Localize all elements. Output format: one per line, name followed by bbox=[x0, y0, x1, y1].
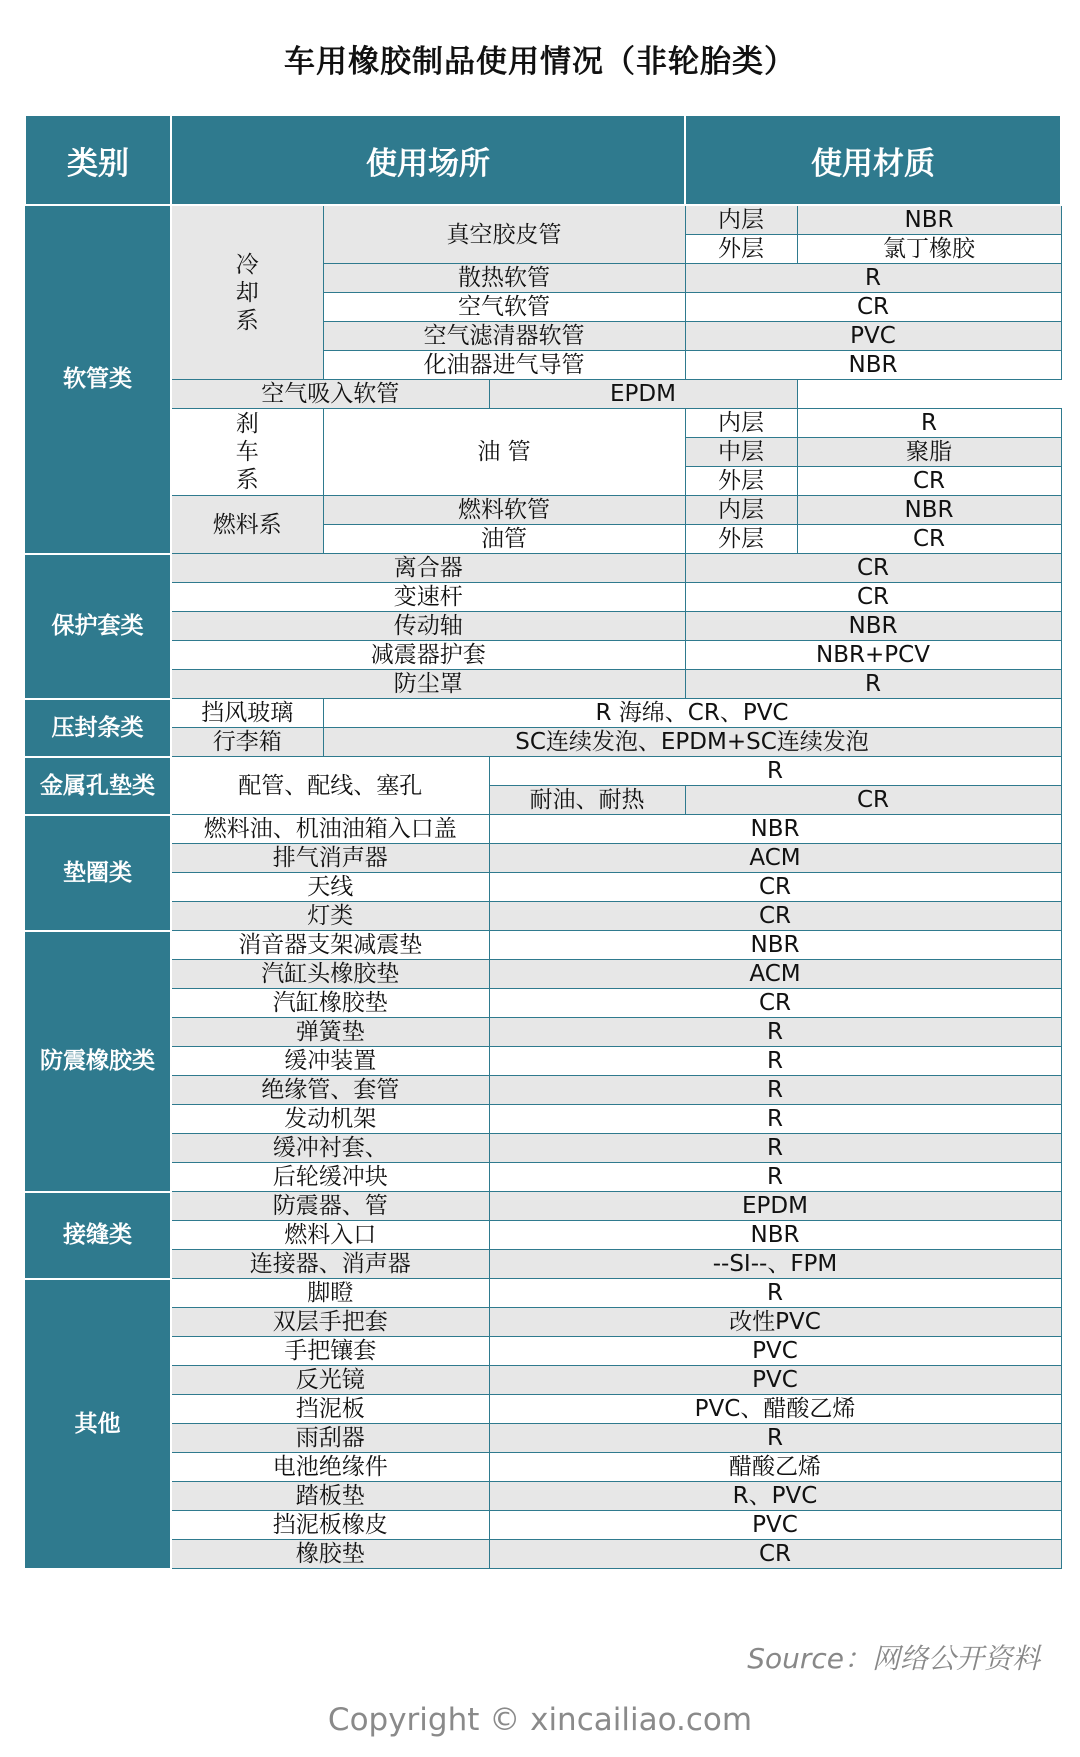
place-cell: 空气滤清器软管 bbox=[323, 322, 685, 351]
material-cell: CR bbox=[489, 1540, 1061, 1569]
material-cell: NBR bbox=[489, 931, 1061, 960]
table-row bbox=[25, 1076, 1061, 1105]
material-cell: EPDM bbox=[489, 1192, 1061, 1221]
layer-label: 中层 bbox=[685, 438, 797, 467]
layer-label: 外层 bbox=[685, 467, 797, 496]
table-row bbox=[25, 1163, 1061, 1192]
place-cell: 空气吸入软管 bbox=[171, 380, 489, 409]
material-cell: ACM bbox=[489, 960, 1061, 989]
rubber-usage-table-wrapper bbox=[24, 114, 1060, 1570]
place-cell: 真空胶皮管 bbox=[323, 205, 685, 264]
material-cell: CR bbox=[489, 989, 1061, 1018]
place-cell: 配管、配线、塞孔 bbox=[171, 757, 489, 815]
table-row bbox=[25, 1337, 1061, 1366]
material-cell: CR bbox=[489, 873, 1061, 902]
resist-label: 耐油、耐热 bbox=[489, 786, 685, 815]
table-row bbox=[25, 989, 1061, 1018]
place-cell: 行李箱 bbox=[171, 728, 323, 757]
material-cell: R、PVC bbox=[489, 1482, 1061, 1511]
material-cell: R bbox=[685, 670, 1061, 699]
table-row bbox=[25, 815, 1061, 844]
table-row bbox=[25, 844, 1061, 873]
place-cell: 手把镶套 bbox=[171, 1337, 489, 1366]
material-cell: NBR bbox=[489, 1221, 1061, 1250]
table-row bbox=[25, 1047, 1061, 1076]
material-cell: R bbox=[685, 264, 1061, 293]
source-note: Source：网络公开资料 bbox=[747, 1642, 1040, 1675]
material-cell: CR bbox=[489, 902, 1061, 931]
place-cell: 踏板垫 bbox=[171, 1482, 489, 1511]
table-row bbox=[25, 1424, 1061, 1453]
place-cell: 缓冲装置 bbox=[171, 1047, 489, 1076]
material-cell: EPDM bbox=[489, 380, 797, 409]
place-cell: 挡风玻璃 bbox=[171, 699, 323, 728]
material-cell: CR bbox=[797, 467, 1061, 496]
place-cell: 脚瞪 bbox=[171, 1279, 489, 1308]
subsystem-brake: 刹车系 bbox=[171, 409, 323, 496]
place-cell: 挡泥板 bbox=[171, 1395, 489, 1424]
copyright-note: Copyright © xincailiao.com bbox=[327, 1702, 753, 1738]
material-cell: PVC bbox=[489, 1337, 1061, 1366]
table-row bbox=[25, 1221, 1061, 1250]
material-cell: PVC bbox=[685, 322, 1061, 351]
header-material: 使用材质 bbox=[685, 115, 1061, 205]
layer-label: 外层 bbox=[685, 525, 797, 554]
category-grommet: 金属孔垫类 bbox=[25, 757, 171, 815]
table-row bbox=[25, 960, 1061, 989]
table-row bbox=[25, 380, 1061, 409]
layer-label: 内层 bbox=[685, 409, 797, 438]
layer-label: 内层 bbox=[685, 496, 797, 525]
material-cell: PVC bbox=[489, 1511, 1061, 1540]
table-row bbox=[25, 1279, 1061, 1308]
page-title: 车用橡胶制品使用情况（非轮胎类） bbox=[284, 44, 796, 80]
material-cell: R bbox=[489, 1105, 1061, 1134]
category-protect: 保护套类 bbox=[25, 554, 171, 699]
material-cell: R 海绵、CR、PVC bbox=[323, 699, 1061, 728]
place-cell: 雨刮器 bbox=[171, 1424, 489, 1453]
material-cell: 聚脂 bbox=[797, 438, 1061, 467]
place-cell: 灯类 bbox=[171, 902, 489, 931]
material-cell: R bbox=[489, 757, 1061, 786]
place-cell: 缓冲衬套、 bbox=[171, 1134, 489, 1163]
place-cell: 防震器、管 bbox=[171, 1192, 489, 1221]
table-row bbox=[25, 1018, 1061, 1047]
material-cell: PVC bbox=[489, 1366, 1061, 1395]
table-row bbox=[25, 1395, 1061, 1424]
material-cell: CR bbox=[685, 786, 1061, 815]
category-joint: 接缝类 bbox=[25, 1192, 171, 1279]
table-row bbox=[25, 1482, 1061, 1511]
place-cell: 发动机架 bbox=[171, 1105, 489, 1134]
material-cell: --SI--、FPM bbox=[489, 1250, 1061, 1279]
material-cell: CR bbox=[685, 583, 1061, 612]
material-cell: R bbox=[489, 1047, 1061, 1076]
layer-label: 外层 bbox=[685, 235, 797, 264]
category-hose: 软管类 bbox=[25, 205, 171, 554]
subsystem-cooling: 冷却系 bbox=[171, 205, 323, 380]
table-row bbox=[25, 699, 1061, 728]
material-cell: R bbox=[797, 409, 1061, 438]
table-row bbox=[25, 1540, 1061, 1569]
place-cell: 变速杆 bbox=[171, 583, 685, 612]
table-row bbox=[25, 1453, 1061, 1482]
table-row bbox=[25, 1105, 1061, 1134]
category-seal: 压封条类 bbox=[25, 699, 171, 757]
place-cell: 后轮缓冲块 bbox=[171, 1163, 489, 1192]
place-cell: 燃料入口 bbox=[171, 1221, 489, 1250]
category-other: 其他 bbox=[25, 1279, 171, 1569]
layer-label: 内层 bbox=[685, 205, 797, 235]
table-row bbox=[25, 583, 1061, 612]
material-cell: NBR bbox=[685, 351, 1061, 380]
place-cell: 汽缸橡胶垫 bbox=[171, 989, 489, 1018]
material-cell: NBR bbox=[489, 815, 1061, 844]
material-cell: R bbox=[489, 1134, 1061, 1163]
table-row bbox=[25, 641, 1061, 670]
material-cell: R bbox=[489, 1076, 1061, 1105]
place-cell: 天线 bbox=[171, 873, 489, 902]
place-cell: 汽缸头橡胶垫 bbox=[171, 960, 489, 989]
rubber-usage-table bbox=[24, 114, 1062, 1570]
place-cell: 排气消声器 bbox=[171, 844, 489, 873]
place-cell: 油 管 bbox=[323, 409, 685, 496]
place-cell: 反光镜 bbox=[171, 1366, 489, 1395]
material-cell: CR bbox=[797, 525, 1061, 554]
table-row bbox=[25, 1134, 1061, 1163]
material-cell: NBR bbox=[685, 612, 1061, 641]
material-cell: 改性PVC bbox=[489, 1308, 1061, 1337]
header-place: 使用场所 bbox=[171, 115, 685, 205]
category-vibration: 防震橡胶类 bbox=[25, 931, 171, 1192]
place-cell: 减震器护套 bbox=[171, 641, 685, 670]
place-cell: 挡泥板橡皮 bbox=[171, 1511, 489, 1540]
table-row bbox=[25, 409, 1061, 438]
table-row bbox=[25, 1366, 1061, 1395]
table-header-row bbox=[25, 115, 1061, 205]
place-cell: 燃料油、机油油箱入口盖 bbox=[171, 815, 489, 844]
place-cell: 散热软管 bbox=[323, 264, 685, 293]
material-cell: 醋酸乙烯 bbox=[489, 1453, 1061, 1482]
table-row bbox=[25, 554, 1061, 583]
place-cell: 橡胶垫 bbox=[171, 1540, 489, 1569]
material-cell: ACM bbox=[489, 844, 1061, 873]
material-cell: CR bbox=[685, 293, 1061, 322]
table-row bbox=[25, 1192, 1061, 1221]
table-row bbox=[25, 873, 1061, 902]
material-cell: R bbox=[489, 1279, 1061, 1308]
place-cell: 消音器支架减震垫 bbox=[171, 931, 489, 960]
table-row bbox=[25, 205, 1061, 235]
place-cell: 燃料软管 bbox=[323, 496, 685, 525]
material-cell: NBR bbox=[797, 205, 1061, 235]
subsystem-fuel: 燃料系 bbox=[171, 496, 323, 554]
material-cell: PVC、醋酸乙烯 bbox=[489, 1395, 1061, 1424]
category-gasket: 垫圈类 bbox=[25, 815, 171, 931]
table-row bbox=[25, 670, 1061, 699]
material-cell: R bbox=[489, 1424, 1061, 1453]
table-row bbox=[25, 1250, 1061, 1279]
table-row bbox=[25, 1308, 1061, 1337]
table-row bbox=[25, 1511, 1061, 1540]
table-row bbox=[25, 902, 1061, 931]
place-cell: 防尘罩 bbox=[171, 670, 685, 699]
material-cell: NBR+PCV bbox=[685, 641, 1061, 670]
table-row bbox=[25, 931, 1061, 960]
place-cell: 弹簧垫 bbox=[171, 1018, 489, 1047]
place-cell: 油管 bbox=[323, 525, 685, 554]
material-cell: SC连续发泡、EPDM+SC连续发泡 bbox=[323, 728, 1061, 757]
place-cell: 电池绝缘件 bbox=[171, 1453, 489, 1482]
place-cell: 传动轴 bbox=[171, 612, 685, 641]
material-cell: CR bbox=[685, 554, 1061, 583]
table-row bbox=[25, 728, 1061, 757]
table-row bbox=[25, 757, 1061, 786]
material-cell: 氯丁橡胶 bbox=[797, 235, 1061, 264]
place-cell: 双层手把套 bbox=[171, 1308, 489, 1337]
table-row bbox=[25, 496, 1061, 525]
material-cell: R bbox=[489, 1163, 1061, 1192]
table-row bbox=[25, 612, 1061, 641]
header-category: 类别 bbox=[25, 115, 171, 205]
material-cell: R bbox=[489, 1018, 1061, 1047]
place-cell: 离合器 bbox=[171, 554, 685, 583]
place-cell: 连接器、消声器 bbox=[171, 1250, 489, 1279]
place-cell: 空气软管 bbox=[323, 293, 685, 322]
place-cell: 化油器进气导管 bbox=[323, 351, 685, 380]
place-cell: 绝缘管、套管 bbox=[171, 1076, 489, 1105]
material-cell: NBR bbox=[797, 496, 1061, 525]
